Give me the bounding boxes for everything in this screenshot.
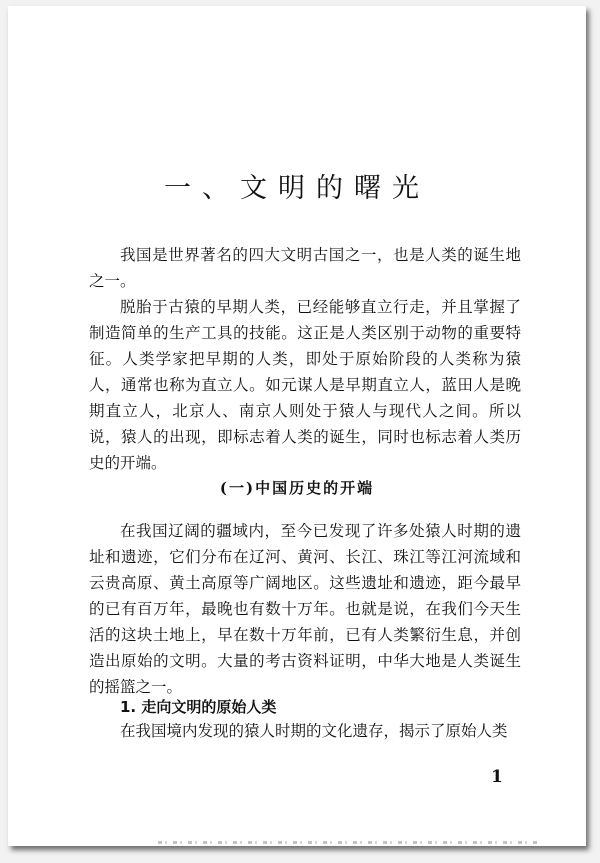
paragraph-origin: 脱胎于古猿的早期人类，已经能够直立行走，并且掌握了制造简单的生产工具的技能。这正是人类区别于动物的重要特征。人类学家把早期的人类，即处于原始阶段的人类称为猿人，通常也称为直立人。如元谋人是早期直立人，蓝田人是晚期直立人，北京人、南京人则处于猿人与现代人之间。所以说，猿人的出现，即标志着人类的诞生，同时也标志着人类历史的开端。	[89, 298, 521, 472]
section-title: (一)中国历史的开端	[219, 479, 375, 497]
book-page	[8, 6, 586, 846]
scan-artifact	[158, 841, 538, 844]
paragraph-intro: 我国是世界著名的四大文明古国之一，也是人类的诞生地之一。	[89, 246, 521, 290]
page-number: 1	[491, 767, 503, 787]
paragraph-subsection: 在我国境内发现的猿人时期的文化遗存，揭示了原始人类	[120, 722, 508, 740]
chapter-title: 一、文明的曙光	[164, 173, 430, 204]
subsection-title: 1. 走向文明的原始人类	[120, 698, 277, 716]
paragraph-section: 在我国辽阔的疆域内，至今已发现了许多处猿人时期的遗址和遗迹，它们分布在辽河、黄河、长江、珠江等江河流域和云贵高原、黄土高原等广阔地区。这些遗址和遗迹，距今最早的已有百万年，最晚也有数十万年。也就是说，在我们今天生活的这块土地上，早在数十万年前，已有人类繁衍生息，并创造出原始的文明。大量的考古资料证明，中华大地是人类诞生的摇篮之一。	[89, 522, 521, 696]
